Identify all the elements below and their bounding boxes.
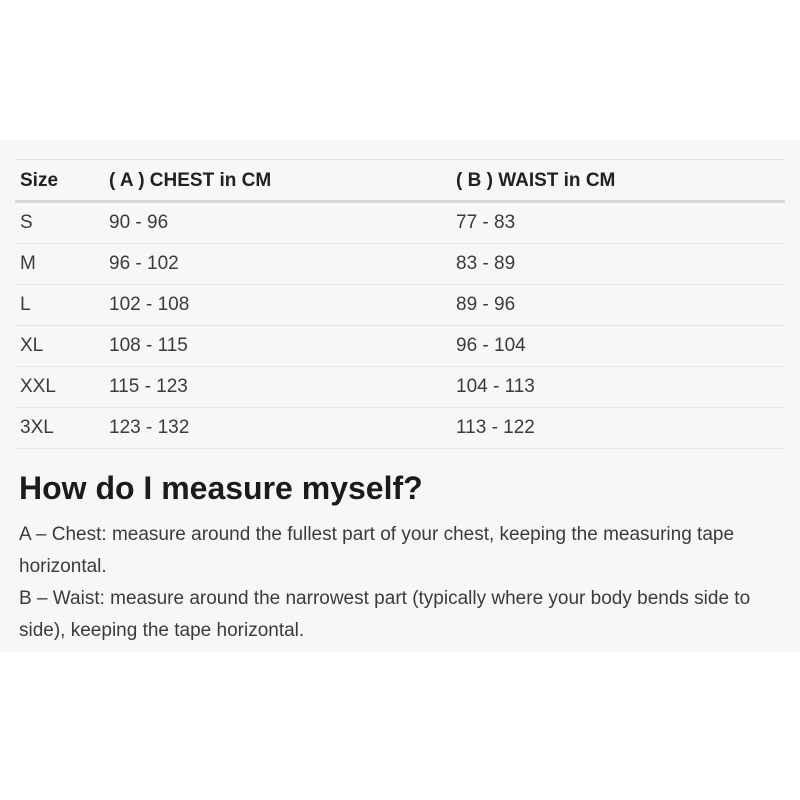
measure-note-chest: A – Chest: measure around the fullest part of your chest, keeping the measuring tape horizontal. bbox=[19, 524, 735, 577]
column-header-chest: ( A ) CHEST in CM bbox=[104, 160, 451, 202]
size-guide-panel bbox=[0, 140, 800, 652]
size-cell: S bbox=[15, 202, 104, 244]
column-header-waist: ( B ) WAIST in CM bbox=[451, 160, 785, 202]
waist-cell: 77 - 83 bbox=[451, 202, 785, 244]
table-row bbox=[15, 367, 785, 408]
waist-cell: 89 - 96 bbox=[451, 285, 785, 326]
table-row bbox=[15, 244, 785, 285]
measure-guide-heading: How do I measure myself? bbox=[19, 470, 423, 506]
table-row bbox=[15, 408, 785, 449]
chest-cell: 123 - 132 bbox=[104, 408, 451, 449]
waist-cell: 83 - 89 bbox=[451, 244, 785, 285]
waist-cell: 113 - 122 bbox=[451, 408, 785, 449]
chest-cell: 115 - 123 bbox=[104, 367, 451, 408]
size-cell: XL bbox=[15, 326, 104, 367]
measure-note-waist: B – Waist: measure around the narrowest part (typically where your body bends side to side), keeping the tape horizontal. bbox=[19, 588, 751, 641]
size-cell: 3XL bbox=[15, 408, 104, 449]
size-chart-header-row bbox=[15, 160, 785, 202]
table-row bbox=[15, 285, 785, 326]
size-cell: L bbox=[15, 285, 104, 326]
waist-cell: 96 - 104 bbox=[451, 326, 785, 367]
table-row bbox=[15, 326, 785, 367]
chest-cell: 102 - 108 bbox=[104, 285, 451, 326]
chest-cell: 90 - 96 bbox=[104, 202, 451, 244]
table-row bbox=[15, 202, 785, 244]
chest-cell: 108 - 115 bbox=[104, 326, 451, 367]
waist-cell: 104 - 113 bbox=[451, 367, 785, 408]
size-chart-table bbox=[15, 159, 785, 449]
chest-cell: 96 - 102 bbox=[104, 244, 451, 285]
column-header-size: Size bbox=[15, 160, 104, 202]
size-cell: M bbox=[15, 244, 104, 285]
top-whitespace bbox=[0, 0, 800, 140]
size-cell: XXL bbox=[15, 367, 104, 408]
